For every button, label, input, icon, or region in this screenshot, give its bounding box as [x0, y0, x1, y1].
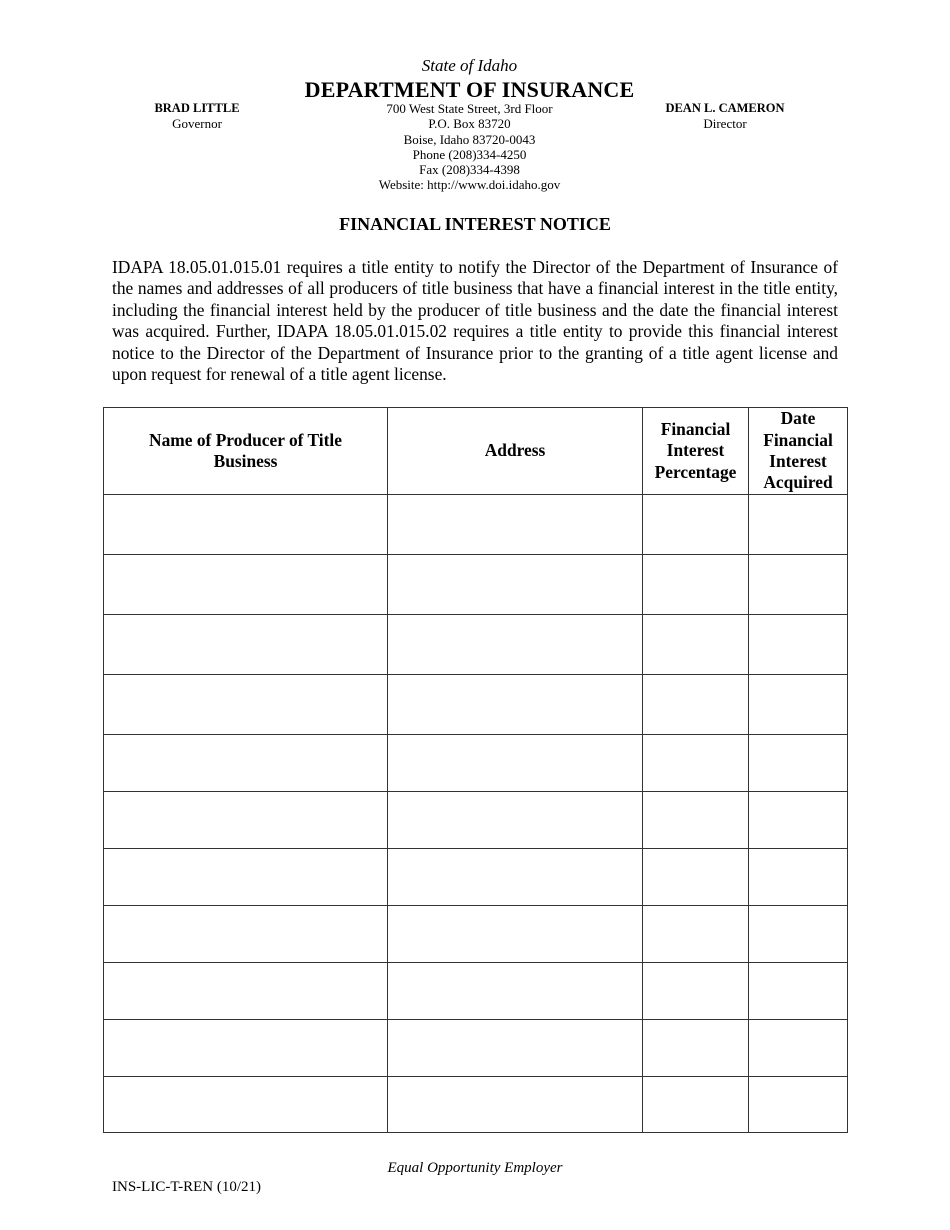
- cell-percentage[interactable]: [643, 1020, 749, 1077]
- table-row: [104, 675, 848, 735]
- cell-address[interactable]: [388, 615, 643, 675]
- phone-line: Phone (208)334-4250: [412, 146, 527, 162]
- department-title: DEPARTMENT OF INSURANCE: [304, 77, 635, 102]
- cell-address[interactable]: [388, 963, 643, 1020]
- cell-date-acquired[interactable]: [749, 792, 848, 849]
- cell-producer-name[interactable]: [104, 735, 388, 792]
- cell-producer-name[interactable]: [104, 792, 388, 849]
- cell-percentage[interactable]: [643, 615, 749, 675]
- cell-producer-name[interactable]: [104, 615, 388, 675]
- website-line: Website: http://www.doi.idaho.gov: [378, 177, 561, 193]
- cell-percentage[interactable]: [643, 849, 749, 906]
- cell-date-acquired[interactable]: [749, 849, 848, 906]
- table-row: [104, 963, 848, 1020]
- cell-producer-name[interactable]: [104, 1020, 388, 1077]
- cell-date-acquired[interactable]: [749, 615, 848, 675]
- cell-address[interactable]: [388, 1020, 643, 1077]
- table-row: [104, 735, 848, 792]
- cell-percentage[interactable]: [643, 1077, 749, 1133]
- cell-percentage[interactable]: [643, 963, 749, 1020]
- address-line: P.O. Box 83720: [428, 116, 511, 132]
- form-id: INS-LIC-T-REN (10/21): [112, 1179, 262, 1195]
- cell-date-acquired[interactable]: [749, 1077, 848, 1133]
- table-row: [104, 792, 848, 849]
- director-name: DEAN L. CAMERON: [665, 101, 785, 115]
- cell-percentage[interactable]: [643, 906, 749, 963]
- table-row: [104, 1077, 848, 1133]
- column-header-address: Address: [388, 408, 643, 495]
- cell-address[interactable]: [388, 792, 643, 849]
- cell-producer-name[interactable]: [104, 963, 388, 1020]
- table-row: [104, 555, 848, 615]
- cell-address[interactable]: [388, 495, 643, 555]
- table-row: [104, 906, 848, 963]
- cell-percentage[interactable]: [643, 675, 749, 735]
- cell-date-acquired[interactable]: [749, 555, 848, 615]
- column-header-date-acquired: Date Financial Interest Acquired: [749, 408, 848, 495]
- column-header-percentage: Financial Interest Percentage: [643, 408, 749, 495]
- cell-address[interactable]: [388, 849, 643, 906]
- cell-address[interactable]: [388, 735, 643, 792]
- notice-body: IDAPA 18.05.01.015.01 requires a title entity to notify the Director of the Department of Insurance of the names and addresses of all producers of title business that have a financial interest in the title entity, including the financial interest held by the producer of title business and the date the financial interest was acquired. Further, IDAPA 18.05.01.015.02 requires a title entity to provide this financial interest notice to the Director of the Department of Insurance prior to the granting of a title agent license and upon request for renewal of a title agent license.: [112, 257, 838, 385]
- cell-address[interactable]: [388, 675, 643, 735]
- cell-date-acquired[interactable]: [749, 675, 848, 735]
- table-header-row: [104, 408, 848, 495]
- cell-percentage[interactable]: [643, 495, 749, 555]
- governor-title: Governor: [172, 116, 222, 132]
- fax-line: Fax (208)334-4398: [419, 162, 520, 178]
- cell-address[interactable]: [388, 555, 643, 615]
- financial-interest-table: [103, 407, 848, 1133]
- column-header-producer-name: Name of Producer of Title Business: [104, 408, 388, 495]
- address-line: 700 West State Street, 3rd Floor: [386, 101, 553, 116]
- cell-producer-name[interactable]: [104, 495, 388, 555]
- cell-percentage[interactable]: [643, 735, 749, 792]
- director-block: [625, 101, 825, 132]
- cell-producer-name[interactable]: [104, 675, 388, 735]
- address-line: Boise, Idaho 83720-0043: [403, 131, 536, 147]
- cell-date-acquired[interactable]: [749, 495, 848, 555]
- cell-address[interactable]: [388, 1077, 643, 1133]
- cell-date-acquired[interactable]: [749, 1020, 848, 1077]
- director-title: Director: [703, 116, 747, 132]
- cell-producer-name[interactable]: [104, 1077, 388, 1133]
- state-name: State of Idaho: [421, 56, 518, 75]
- cell-percentage[interactable]: [643, 792, 749, 849]
- table-row: [104, 1020, 848, 1077]
- cell-address[interactable]: [388, 906, 643, 963]
- cell-producer-name[interactable]: [104, 555, 388, 615]
- equal-opportunity-employer: Equal Opportunity Employer: [387, 1160, 563, 1176]
- cell-date-acquired[interactable]: [749, 735, 848, 792]
- notice-title: FINANCIAL INTEREST NOTICE: [339, 214, 611, 234]
- cell-producer-name[interactable]: [104, 849, 388, 906]
- cell-producer-name[interactable]: [104, 906, 388, 963]
- table-row: [104, 495, 848, 555]
- governor-name: BRAD LITTLE: [154, 101, 240, 115]
- cell-date-acquired[interactable]: [749, 963, 848, 1020]
- table-row: [104, 615, 848, 675]
- cell-date-acquired[interactable]: [749, 906, 848, 963]
- cell-percentage[interactable]: [643, 555, 749, 615]
- table-row: [104, 849, 848, 906]
